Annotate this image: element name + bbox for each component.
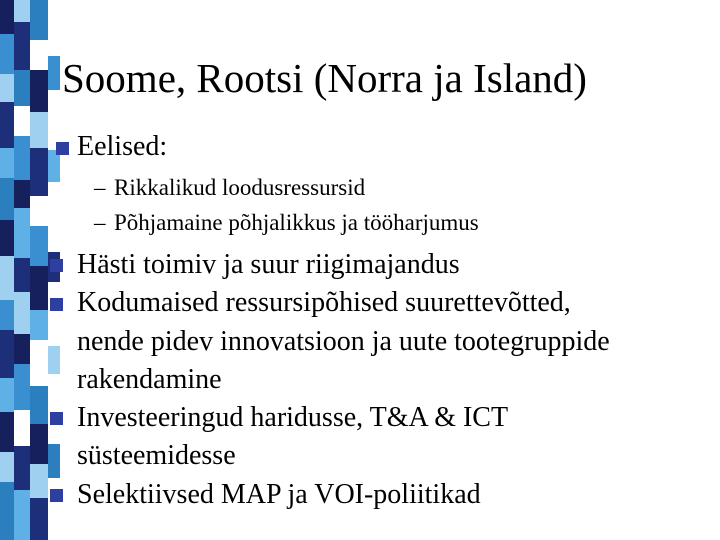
bullet-item-line: Investeeringud haridusse, T&A & ICT	[77, 402, 509, 433]
dash-marker: –	[94, 175, 106, 200]
dash-marker: –	[94, 210, 106, 235]
subitem-text: Rikkalikud loodusressursid	[114, 175, 366, 200]
bullet-item-line: rakendamine	[77, 364, 222, 395]
square-bullet-icon	[50, 489, 63, 502]
bullet-item-eelised: Eelised:	[77, 131, 168, 162]
bullet-item-line: süsteemidesse	[77, 440, 236, 471]
slide-title: Soome, Rootsi (Norra ja Island)	[62, 55, 587, 101]
subitem-line	[94, 171, 365, 204]
bullet-item-map-voi: Selektiivsed MAP ja VOI-poliitikad	[77, 479, 481, 510]
bullet-item-riigimajandus: Hästi toimiv ja suur riigimajandus	[77, 249, 460, 280]
square-bullet-icon	[56, 142, 69, 155]
subitem-text: Põhjamaine põhjalikkus ja tööharjumus	[114, 210, 479, 235]
bullet-item-line: Kodumaised ressursipõhised suurettevõtted,	[77, 287, 571, 318]
square-bullet-icon	[50, 259, 63, 272]
bullet-item-line: nende pidev innovatsioon ja uute tootegruppide	[77, 326, 610, 357]
square-bullet-icon	[50, 412, 63, 425]
subitem-line	[94, 206, 479, 239]
square-bullet-icon	[50, 298, 63, 311]
